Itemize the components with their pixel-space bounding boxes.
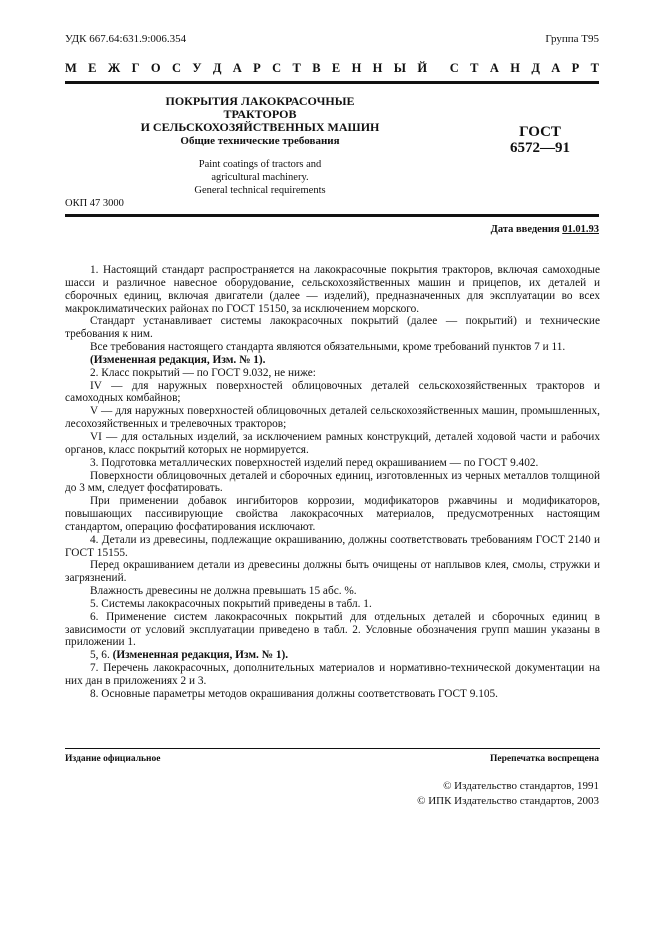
banner-letter: Д: [212, 61, 222, 75]
paragraph: 6. Применение систем лакокрасочных покрытий для отдельных деталей и сборочных единиц в зависимости от условий эксплуатации приведено в табл. 2. Условные обозначения групп машин указаны в приложении 1.: [65, 610, 600, 649]
gost-label: ГОСТ: [519, 124, 561, 140]
banner-letter: А: [551, 61, 561, 75]
paragraph: Влажность древесины не должна превышать 15 абс. %.: [90, 585, 357, 598]
banner-letter: А: [489, 61, 499, 75]
paragraph: 7. Перечень лакокрасочных, дополнительных материалов и нормативно-технической документации на них дан в приложениях 2 и 3.: [65, 662, 600, 687]
paragraph: Все требования настоящего стандарта являются обязательными, кроме требований пунктов 7 и 11.: [90, 341, 566, 354]
paragraph: 2. Класс покрытий — по ГОСТ 9.032, не ниже:: [90, 366, 316, 379]
okp-code: ОКП 47 3000: [65, 198, 124, 209]
banner-letter: Т: [470, 61, 479, 75]
amendment-note: [65, 649, 600, 662]
banner-letter: С: [171, 61, 181, 75]
paragraph: Перед окрашиванием детали из древесины должны быть очищены от наплывов клея, смолы, стружки и загрязнений.: [65, 559, 600, 585]
paragraph: 3. Подготовка металлических поверхностей изделий перед окрашиванием — по ГОСТ 9.402.: [90, 456, 539, 469]
paragraph: 8. Основные параметры методов окрашивания должны соответствовать ГОСТ 9.105.: [90, 687, 499, 700]
banner-letter: Р: [571, 61, 580, 75]
banner-letter: А: [232, 61, 242, 75]
header-rule-top: [65, 81, 599, 84]
banner-letter: О: [150, 61, 161, 75]
reprint-notice: Перепечатка воспрещена: [489, 754, 599, 764]
official-edition: Издание официальное: [65, 754, 161, 764]
banner-letter: Р: [253, 61, 261, 75]
paragraph: Стандарт устанавливает системы лакокрасочных покрытий (далее — покрытий) и технические требования к ним.: [65, 315, 600, 341]
banner-letter: С: [272, 61, 282, 75]
amendment-prefix: 5, 6.: [90, 649, 113, 662]
footer-rule: [65, 748, 600, 749]
banner-letter: Е: [88, 61, 97, 75]
banner-letter: С: [449, 61, 459, 75]
paragraph: VI — для остальных изделий, за исключением рамных конструкций, деталей ходовой части и рабочих органов, класс покрытий которых не нормируется.: [65, 430, 600, 456]
paragraph: Поверхности облицовочных деталей и сборочных единиц, изготовленных из черных металлов толщиной до 3 мм, следует фосфатировать.: [65, 469, 600, 495]
copyright-line-2: © ИПК Издательство стандартов, 2003: [417, 795, 599, 807]
banner-letter: Г: [131, 61, 140, 75]
header-rule-bottom: [65, 214, 599, 217]
english-line-2: agricultural machinery.: [211, 172, 309, 183]
paragraph: 5. Системы лакокрасочных покрытий приведены в табл. 1.: [90, 597, 372, 610]
banner-letter: Т: [590, 61, 599, 75]
effective-date: [491, 224, 599, 235]
title-line-1: ПОКРЫТИЯ ЛАКОКРАСОЧНЫЕ ТРАКТОРОВ: [165, 94, 355, 121]
amendment-text: (Измененная редакция, Изм. № 1).: [112, 649, 289, 662]
date-label: Дата введения: [490, 224, 560, 235]
banner-letter: Н: [351, 61, 362, 75]
paragraph: IV — для наружных поверхностей облицовочных деталей сельскохозяйственных тракторов и самоходных комбайнов;: [65, 379, 600, 405]
amendment-note: (Измененная редакция, Изм. № 1).: [90, 353, 266, 366]
banner-letter: Ы: [393, 61, 407, 75]
banner-letter: Т: [292, 61, 301, 75]
banner-letter: В: [312, 61, 321, 75]
banner-letter: М: [65, 61, 77, 75]
english-title: [140, 158, 380, 197]
group-code: Группа Т95: [545, 33, 599, 45]
banner-letter: Н: [372, 61, 383, 75]
banner-letter: Н: [510, 61, 520, 75]
interstate-standard-banner: [65, 61, 599, 76]
title-line-2: И СЕЛЬСКОХОЗЯЙСТВЕННЫХ МАШИН: [140, 120, 380, 134]
banner-letter: Д: [531, 61, 540, 75]
english-line-1: Paint coatings of tractors and: [198, 159, 322, 170]
banner-letter: У: [192, 61, 202, 75]
udk-code: УДК 667.64:631.9:006.354: [65, 33, 187, 45]
document-body: [65, 264, 600, 701]
date-value: 01.01.93: [562, 224, 599, 235]
document-subtitle: Общие технические требования: [180, 135, 340, 147]
document-title: [130, 95, 390, 134]
paragraph: V — для наружных поверхностей облицовочных деталей сельскохозяйственных машин, промышленных, лесохозяйственных и трелевочных тракторов;: [65, 405, 600, 431]
paragraph: При применении добавок ингибиторов коррозии, модификаторов ржавчины и модификаторов, повышающих пассивирующие свойства лакокрасочных материалов, предусмотренных настоящим стандартом, операцию фосфатирования исключают.: [65, 495, 600, 533]
copyright: [417, 779, 599, 809]
gost-designation: [490, 124, 590, 156]
paragraph: 4. Детали из древесины, подлежащие окрашиванию, должны соответствовать требованиям ГОСТ 2140 и ГОСТ 15155.: [65, 533, 600, 559]
copyright-line-1: © Издательство стандартов, 1991: [443, 780, 599, 792]
banner-letter: Е: [331, 61, 341, 75]
paragraph: 1. Настоящий стандарт распространяется на лакокрасочные покрытия тракторов, включая самоходные шасси и различное навесное оборудование, сельскохозяйственных машин и прицепов, их деталей и сборочных единиц, включая двигатели (далее — изделий), предназначенных для эксплуатации во всех макроклиматических районах по ГОСТ 15150, за исключением морского.: [65, 264, 600, 315]
banner-letter: Й: [417, 61, 428, 75]
english-line-3: General technical requirements: [194, 185, 326, 196]
gost-number: 6572—91: [510, 140, 570, 156]
banner-letter: Ж: [107, 61, 121, 75]
